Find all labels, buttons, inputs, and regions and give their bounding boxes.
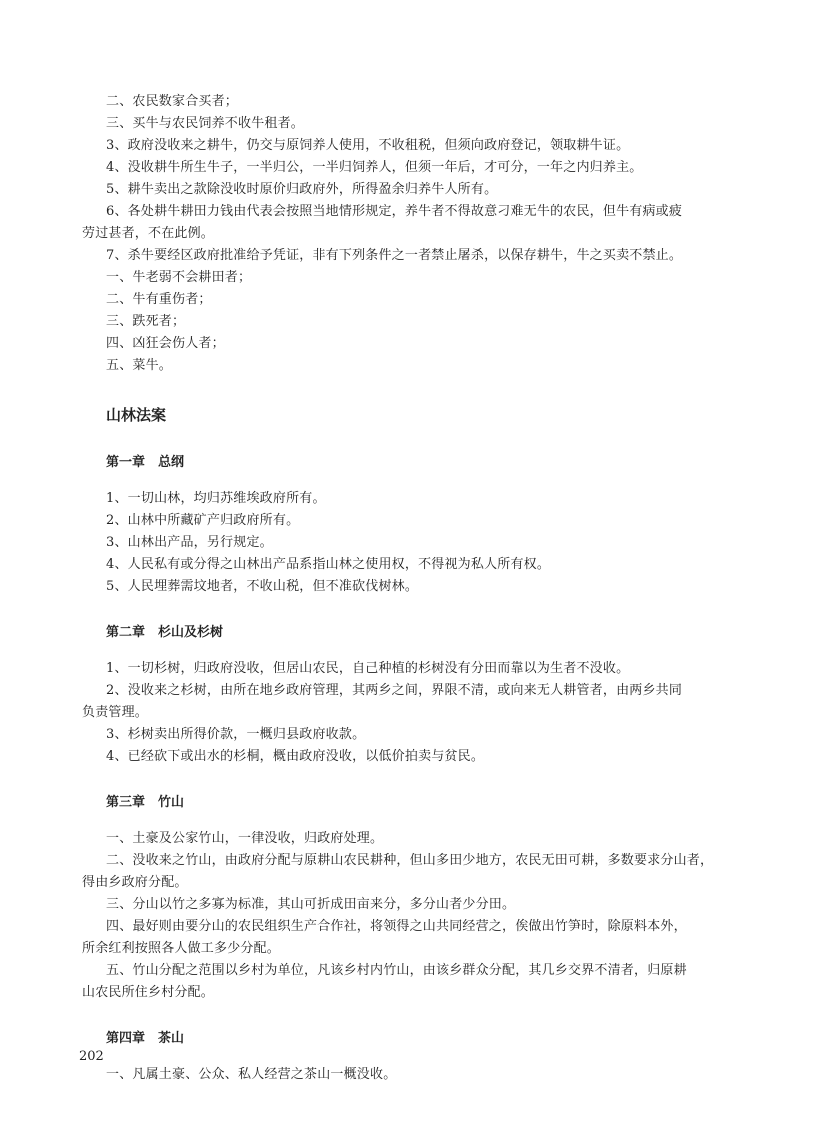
paragraph-item: 3、杉树卖出所得价款，一概归县政府收款。 xyxy=(106,727,366,742)
paragraph-item: 五、菜牛。 xyxy=(106,358,173,373)
livestock-regulation-items xyxy=(82,91,766,377)
law-title: 山林法案 xyxy=(106,406,167,424)
paragraph-item: 四、最好则由要分山的农民组织生产合作社，将领得之山共同经营之，俟做出竹笋时，除原料本外， xyxy=(106,919,687,934)
page-number: 202 xyxy=(79,1049,104,1064)
paragraph-item: 三、买牛与农民饲养不收牛租者。 xyxy=(106,116,305,131)
paragraph-continuation: 所余红利按照各人做工多少分配。 xyxy=(82,941,281,956)
chapter-section xyxy=(82,622,766,768)
paragraph-item: 一、土豪及公家竹山，一律没收，归政府处理。 xyxy=(106,831,384,846)
paragraph-item: 2、山林中所藏矿产归政府所有。 xyxy=(106,513,300,528)
chapter-items xyxy=(106,1064,766,1086)
chapter-section xyxy=(82,792,766,1004)
paragraph-item: 5、耕牛卖出之款除没收时原价归政府外，所得盈余归养牛人所有。 xyxy=(106,182,498,197)
paragraph-item: 1、一切杉树，归政府没收，但居山农民，自己种植的杉树没有分田而靠以为生者不没收。 xyxy=(106,661,630,676)
paragraph-item: 5、人民埋葬需坟地者，不收山税，但不准砍伐树林。 xyxy=(106,579,419,594)
paragraph-continuation: 劳过甚者，不在此例。 xyxy=(82,226,215,241)
paragraph-item: 4、人民私有或分得之山林出产品系指山林之使用权，不得视为私人所有权。 xyxy=(106,557,551,572)
paragraph-item: 3、政府没收来之耕牛，仍交与原饲养人使用，不收租税，但须向政府登记，领取耕牛证。 xyxy=(106,138,630,153)
paragraph-item: 三、跌死者； xyxy=(106,314,186,329)
paragraph-item: 3、山林出产品，另行规定。 xyxy=(106,535,273,550)
chapter-items xyxy=(82,828,766,1004)
paragraph-item: 二、没收来之竹山，由政府分配与原耕山农民耕种，但山多田少地方，农民无田可耕，多数要求分山者， xyxy=(106,853,714,868)
paragraph-item: 1、一切山林，均归苏维埃政府所有。 xyxy=(106,491,326,506)
chapter-items xyxy=(106,488,766,598)
chapter-title: 第三章 竹山 xyxy=(106,795,185,810)
paragraph-item: 五、竹山分配之范围以乡村为单位，凡该乡村内竹山，由该乡群众分配，其几乡交界不清者，归原耕 xyxy=(106,963,687,978)
chapter-items xyxy=(82,658,766,768)
paragraph-item: 4、已经砍下或出水的杉桐，概由政府没收，以低价拍卖与贫民。 xyxy=(106,749,485,764)
paragraph-item: 二、牛有重伤者； xyxy=(106,292,212,307)
chapter-section xyxy=(106,452,766,598)
chapter-title: 第一章 总纲 xyxy=(106,455,185,470)
paragraph-item: 二、农民数家合买者； xyxy=(106,94,239,109)
chapter-title: 第四章 茶山 xyxy=(106,1031,185,1046)
paragraph-item: 四、凶狂会伤人者； xyxy=(106,336,225,351)
paragraph-item: 7、杀牛要经区政府批准给予凭证，非有下列条件之一者禁止屠杀，以保存耕牛，牛之买卖不禁止。 xyxy=(106,248,683,263)
paragraph-continuation: 得由乡政府分配。 xyxy=(82,875,188,890)
paragraph-item: 6、各处耕牛耕田力钱由代表会按照当地情形规定，养牛者不得故意刁难无牛的农民，但牛有病或疲 xyxy=(106,204,683,219)
paragraph-item: 4、没收耕牛所生牛子，一半归公，一半归饲养人，但须一年后，才可分，一年之内归养主。 xyxy=(106,160,643,175)
paragraph-continuation: 负责管理。 xyxy=(82,705,149,720)
paragraph-item: 2、没收来之杉树，由所在地乡政府管理，其两乡之间，界限不清，或向来无人耕管者，由两乡共同 xyxy=(106,683,683,698)
paragraph-continuation: 山农民所住乡村分配。 xyxy=(82,985,215,1000)
paragraph-item: 三、分山以竹之多寡为标准，其山可折成田亩来分，多分山者少分田。 xyxy=(106,897,516,912)
chapter-section xyxy=(106,1028,766,1086)
chapter-title: 第二章 杉山及杉树 xyxy=(106,625,224,640)
paragraph-item: 一、凡属土豪、公众、私人经营之茶山一概没收。 xyxy=(106,1067,397,1082)
paragraph-item: 一、牛老弱不会耕田者； xyxy=(106,270,252,285)
